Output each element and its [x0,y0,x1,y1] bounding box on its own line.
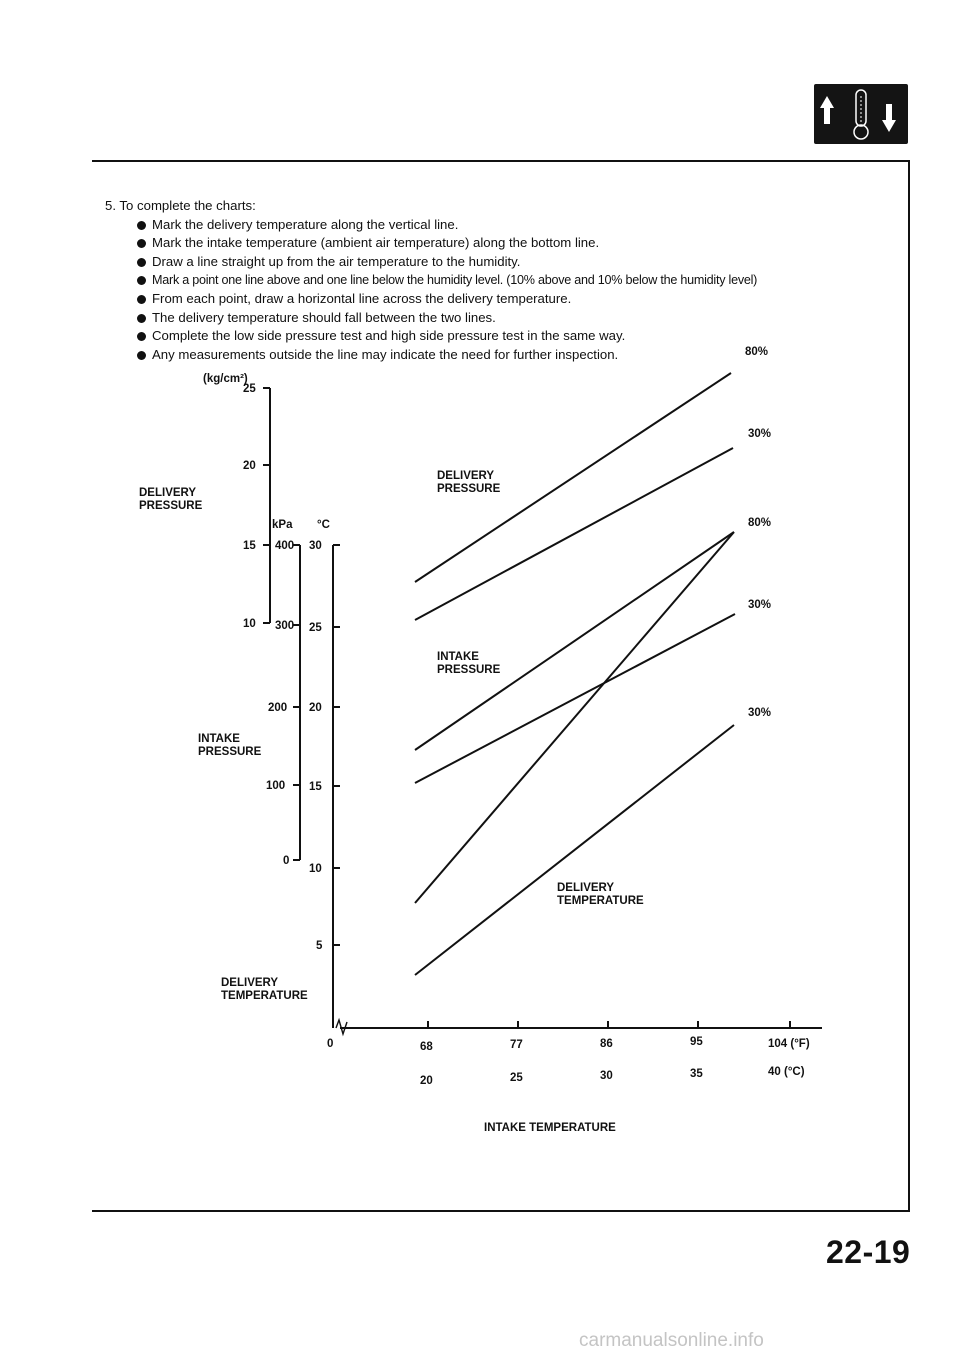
x-tick-c: 25 [510,1072,523,1084]
delivery-pressure-tick: 25 [243,383,256,395]
instruction-step: Any measurements outside the line may indicate the need for further inspection. [137,346,757,365]
humidity-label-80: 80% [748,517,772,529]
inner-intake-pressure-label: PRESSURE [437,664,501,676]
delivery-pressure-tick: 20 [243,460,256,472]
instruction-step: Draw a line straight up from the air temperature to the humidity. [137,253,757,272]
intake-pressure-tick: 0 [283,855,290,867]
intake-pressure-tick: 300 [275,620,295,632]
humidity-label-30: 30% [748,707,772,719]
x-tick-f: 86 [600,1038,613,1050]
x-tick-c: 20 [420,1075,433,1087]
instruction-step: The delivery temperature should fall between the two lines. [137,309,757,328]
x-tick-c: 30 [600,1070,613,1082]
watermark: carmanualsonline.info [579,1330,764,1351]
inner-delivery-temperature-label: TEMPERATURE [557,895,644,907]
delivery-temp-tick: 10 [309,863,322,875]
intake-pressure-tick: 100 [266,780,286,792]
delivery-temp-label: TEMPERATURE [221,990,308,1002]
humidity-label-30: 30% [748,428,772,440]
x-tick-f: 95 [690,1036,703,1048]
delivery-temp-tick: 20 [309,702,322,714]
delivery-pressure-label: PRESSURE [139,500,203,512]
delivery-temp-tick: 30 [309,540,322,552]
delivery-temp-unit: °C [317,519,330,531]
delivery-pressure-label: DELIVERY [139,487,197,499]
inner-delivery-temperature-label: DELIVERY [557,882,615,894]
intake-pressure-tick: 200 [268,702,288,714]
instruction-step: Mark the delivery temperature along the vertical line. [137,216,757,235]
inner-delivery-pressure-label: DELIVERY [437,470,495,482]
instructions-title: 5. To complete the charts: [105,198,256,213]
x-tick-c: 40 (°C) [768,1066,805,1078]
humidity-label-80: 80% [745,346,769,358]
x-tick-f: 68 [420,1041,433,1053]
intake-pressure-unit: kPa [272,519,293,531]
delivery-temp-label: DELIVERY [221,977,279,989]
instruction-step: Mark the intake temperature (ambient air temperature) along the bottom line. [137,234,757,253]
intake-pressure-tick: 400 [275,540,295,552]
instruction-step: From each point, draw a horizontal line across the delivery temperature. [137,290,757,309]
inner-delivery-pressure-label: PRESSURE [437,483,501,495]
instruction-step: Mark a point one line above and one line below the humidity level. (10% above and 10% below the humidity level) [137,271,757,290]
x-tick-f: 77 [510,1039,523,1051]
delivery-temp-tick: 15 [309,781,322,793]
delivery-temp-tick: 25 [309,622,322,634]
x-axis-title: INTAKE TEMPERATURE [484,1122,616,1134]
inner-intake-pressure-label: INTAKE [437,651,479,663]
delivery-temp-tick: 5 [316,940,323,952]
delivery-pressure-tick: 10 [243,618,256,630]
page-number: 22-19 [826,1234,911,1270]
delivery-pressure-tick: 15 [243,540,256,552]
x-tick-f: 104 (°F) [768,1038,810,1050]
instruction-step: Complete the low side pressure test and high side pressure test in the same way. [137,327,757,346]
x-origin-label: 0 [327,1038,334,1050]
humidity-label-30: 30% [748,599,772,611]
intake-pressure-label: PRESSURE [198,746,262,758]
x-tick-c: 35 [690,1068,703,1080]
delivery-pressure-unit: (kg/cm²) [203,373,248,385]
intake-pressure-label: INTAKE [198,733,240,745]
